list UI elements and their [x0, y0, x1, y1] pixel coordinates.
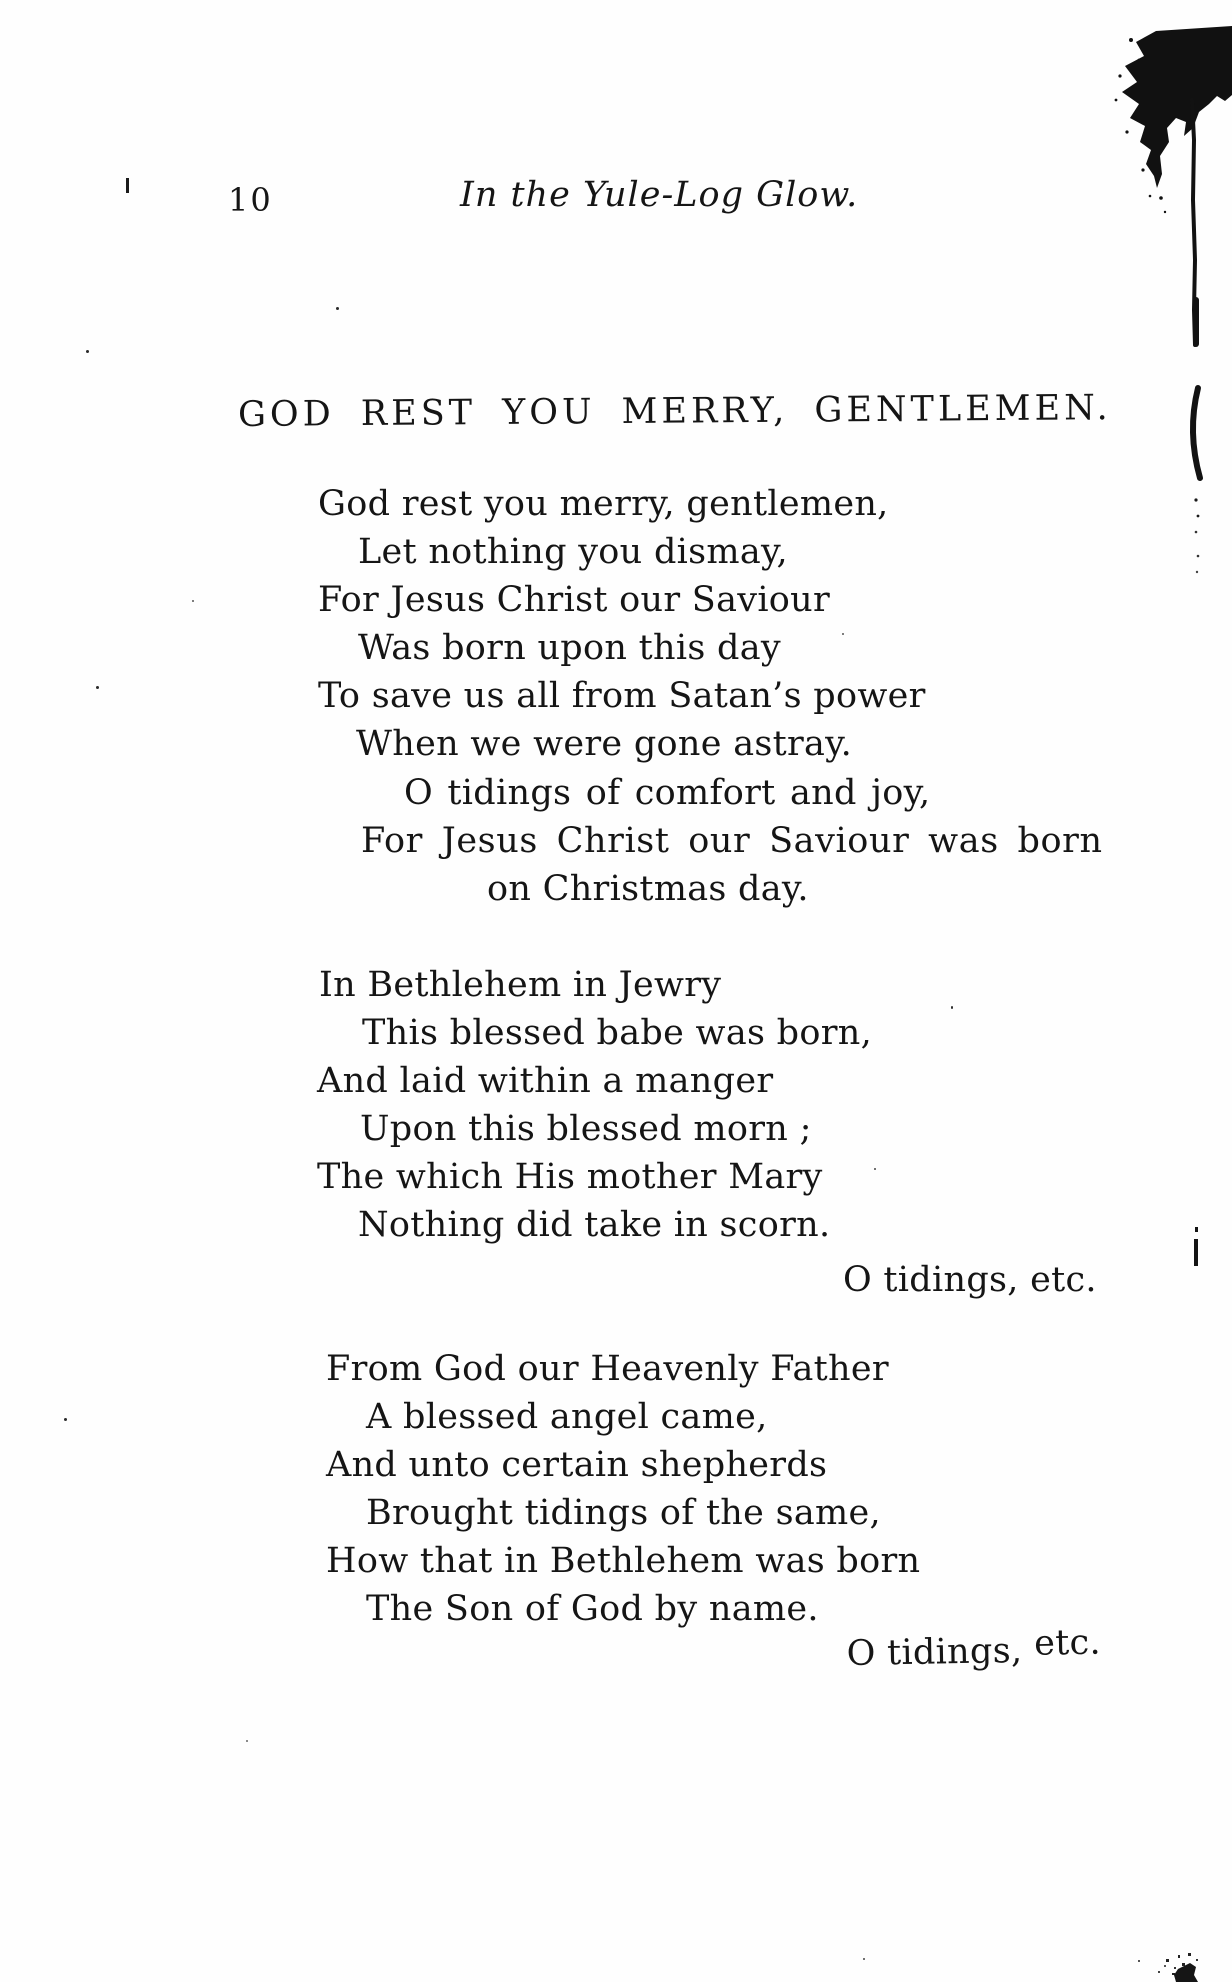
refrain-abbrev: O tidings, etc.	[843, 1260, 1097, 1300]
refrain-line: O tidings of comfort and joy,	[404, 773, 931, 813]
ink-speck	[874, 1168, 876, 1170]
ink-speck	[192, 600, 194, 602]
running-head: In the Yule-Log Glow.	[460, 175, 859, 215]
poem-line: When we were gone astray.	[356, 724, 853, 764]
ink-dash-artifact	[1194, 1239, 1198, 1266]
ink-speck	[842, 633, 844, 635]
poem-line: This blessed babe was born,	[362, 1013, 873, 1053]
ink-speck	[336, 307, 339, 310]
page-number: 10	[228, 181, 273, 219]
ink-speck	[96, 686, 99, 689]
ink-tick-artifact	[126, 178, 129, 193]
poem-title: GOD REST YOU MERRY, GENTLEMEN.	[237, 388, 1112, 435]
refrain-line: on Christmas day.	[487, 869, 809, 909]
ink-speck	[951, 1006, 953, 1009]
poem-line: The which His mother Mary	[317, 1157, 823, 1197]
ink-blot-artifact	[1112, 0, 1232, 600]
poem-line: For Jesus Christ our Saviour	[318, 580, 831, 620]
poem-line: The Son of God by name.	[366, 1589, 819, 1629]
refrain-line: For Jesus Christ our Saviour was born	[361, 821, 1103, 861]
poem-line: And laid within a manger	[317, 1061, 774, 1101]
poem-line: In Bethlehem in Jewry	[319, 965, 722, 1005]
refrain-abbrev	[846, 1622, 1102, 1675]
poem-line: Let nothing you dismay,	[358, 532, 788, 572]
poem-line: Brought tidings of the same,	[366, 1493, 881, 1533]
ink-speck	[1195, 1227, 1198, 1232]
poem-line: Was born upon this day	[358, 628, 781, 668]
refrain-abbrev-etc: etc.	[1033, 1622, 1102, 1664]
poem-line: And unto certain shepherds	[326, 1445, 828, 1485]
ink-speck	[86, 350, 89, 353]
ink-speckle-cluster	[1138, 1945, 1232, 1982]
poem-line: God rest you merry, gentlemen,	[318, 484, 889, 524]
poem-line: A blessed angel came,	[366, 1397, 768, 1437]
ink-speck	[863, 1958, 865, 1960]
ink-speck	[246, 1740, 248, 1742]
poem-line: From God our Heavenly Father	[326, 1349, 889, 1389]
poem-line: How that in Bethlehem was born	[326, 1541, 921, 1581]
poem-line: Nothing did take in scorn.	[358, 1205, 831, 1245]
poem-line: Upon this blessed morn ;	[360, 1109, 812, 1149]
poem-line: To save us all from Satan’s power	[318, 676, 926, 716]
refrain-abbrev-prefix: O tidings,	[846, 1630, 1023, 1675]
ink-speck	[64, 1418, 67, 1421]
